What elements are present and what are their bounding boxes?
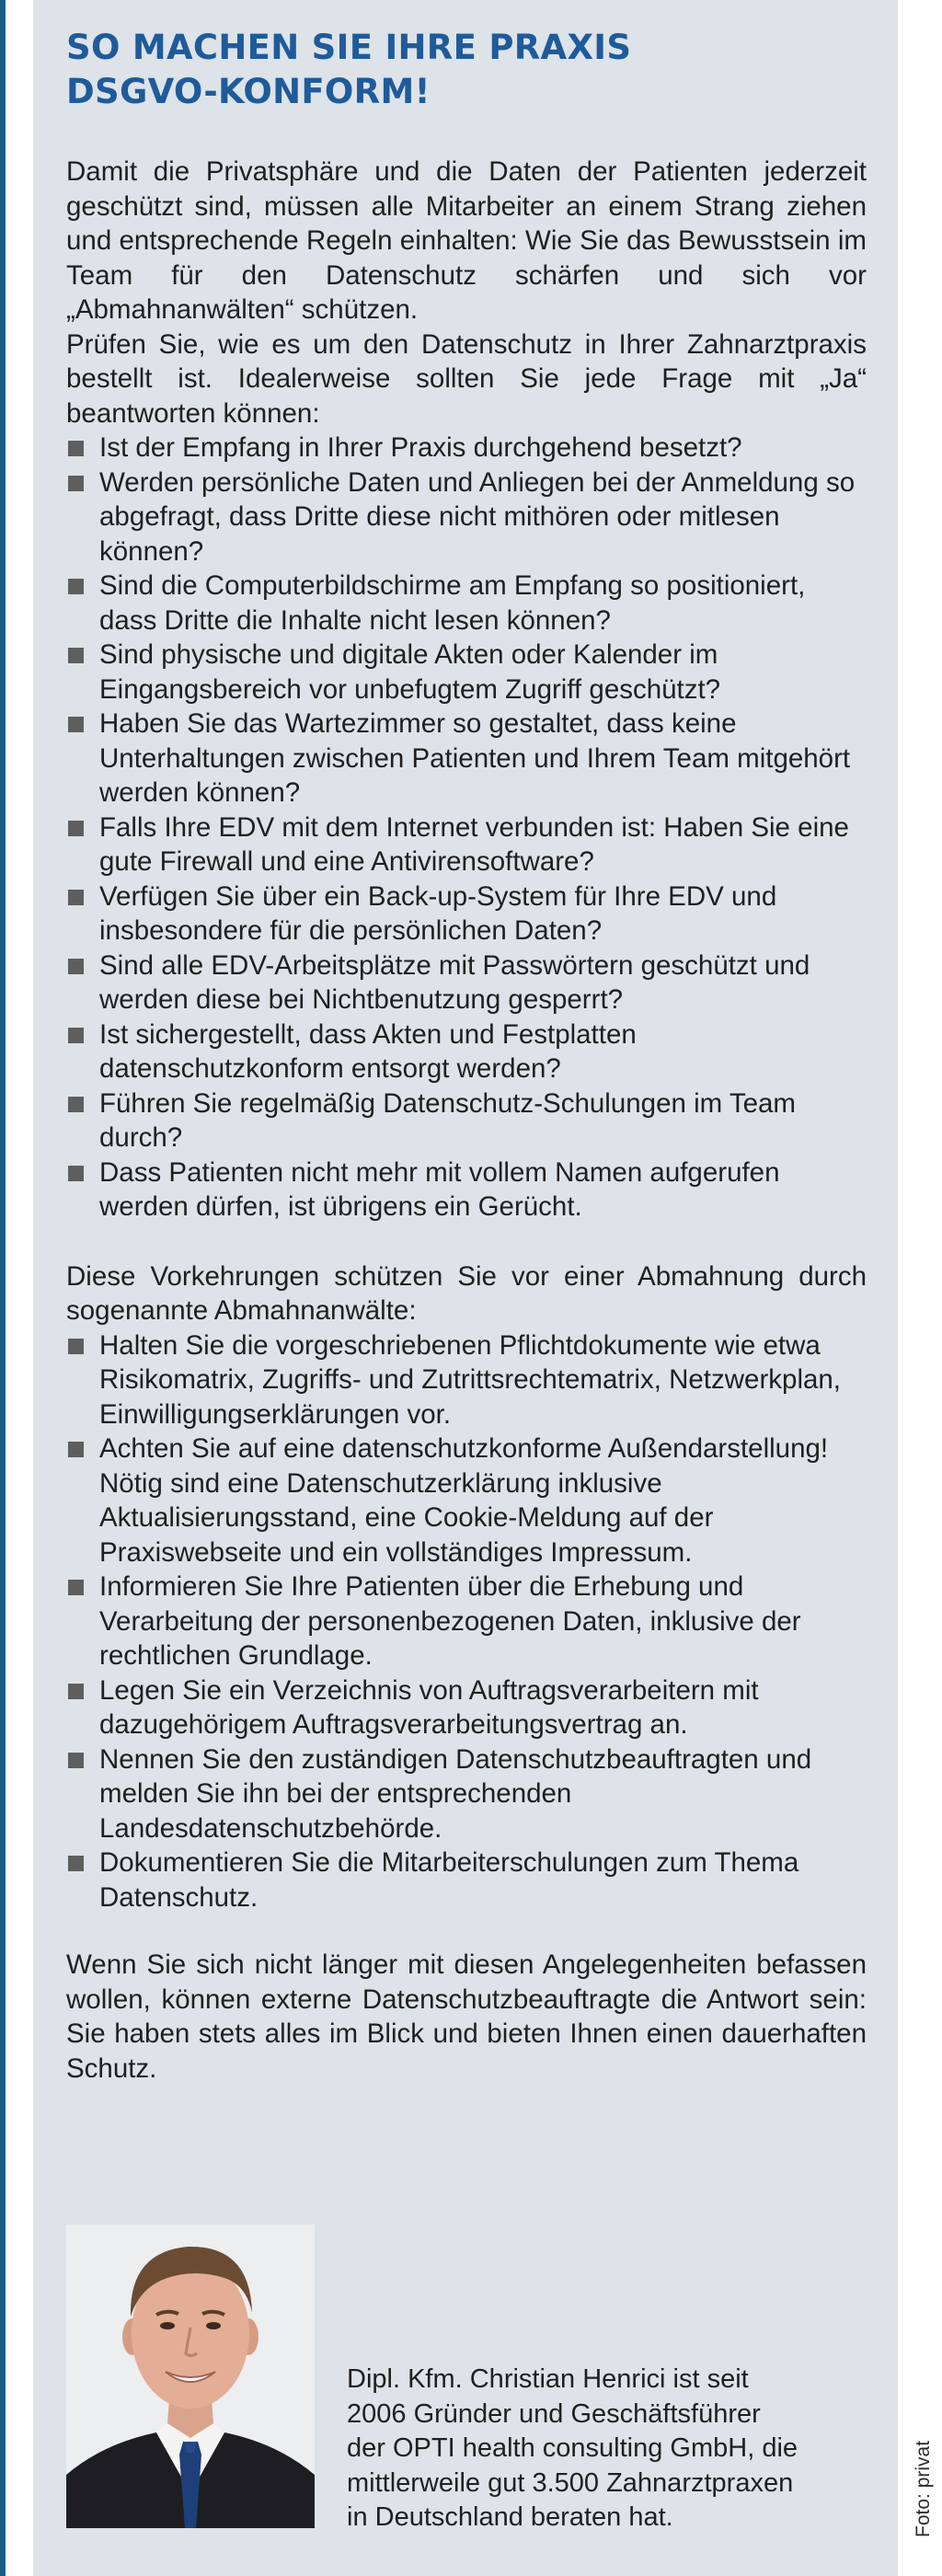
precautions-intro: Diese Vorkehrungen schützen Sie vor einer Abmahnung durch sogenannte Abmahnanwälte: (66, 1260, 867, 1326)
square-bullet-icon (68, 441, 84, 456)
square-bullet-icon (68, 1028, 84, 1043)
author-bio (347, 2363, 862, 2536)
square-bullet-icon (68, 1753, 84, 1768)
square-bullet-icon (68, 1097, 84, 1112)
box-title (66, 26, 867, 114)
square-bullet-icon (68, 1580, 84, 1595)
list-item: Achten Sie auf eine datenschutzkonforme Außendarstellung! Nötig sind eine Datenschutzerklärung inklusive Aktualisierungsstand, eine Cookie-Meldung auf der Praxiswebseite und ein vollständiges Impressum. (66, 1432, 867, 1570)
author-bio-line: 2006 Gründer und Geschäftsführer (347, 2398, 761, 2429)
square-bullet-icon (68, 890, 84, 905)
section-spacer (66, 1225, 867, 1259)
square-bullet-icon (68, 1856, 84, 1871)
author-bio-line: mittlerweile gut 3.500 Zahnarztpraxen (347, 2467, 794, 2498)
square-bullet-icon (68, 648, 84, 663)
list-item: Legen Sie ein Verzeichnis von Auftragsverarbeitern mit dazugehörigem Auftragsverarbeitungsvertrag an. (66, 1673, 867, 1742)
box-title-line: DSGVO-KONFORM! (66, 72, 431, 111)
author-bio-line: Dipl. Kfm. Christian Henrici ist seit (347, 2364, 749, 2394)
square-bullet-icon (68, 579, 84, 594)
square-bullet-icon (68, 959, 84, 974)
author-bio-line: der OPTI health consulting GmbH, die (347, 2433, 798, 2463)
author-photo (66, 2225, 315, 2528)
photo-credit: Foto: privat (913, 2440, 934, 2537)
square-bullet-icon (68, 1166, 84, 1181)
list-item: Halten Sie die vorgeschriebenen Pflichtdokumente wie etwa Risikomatrix, Zugriffs- und Zutrittsrechtematrix, Netzwerkplan, Einwilligungserklärungen vor. (66, 1328, 867, 1432)
list-item: Sind die Computerbildschirme am Empfang so positioniert, dass Dritte die Inhalte nicht lesen können? (66, 569, 867, 638)
section-spacer (66, 1915, 867, 1948)
info-box (33, 0, 898, 2576)
square-bullet-icon (68, 1442, 84, 1457)
list-item: Falls Ihre EDV mit dem Internet verbunden ist: Haben Sie eine gute Firewall und eine Antivirensoftware? (66, 811, 867, 880)
list-item: Informieren Sie Ihre Patienten über die Erhebung und Verarbeitung der personenbezogenen Daten, inklusive der rechtlichen Grundlage. (66, 1570, 867, 1673)
question-list (66, 431, 867, 1225)
square-bullet-icon (68, 1339, 84, 1354)
square-bullet-icon (68, 1684, 84, 1699)
list-item: Ist der Empfang in Ihrer Praxis durchgehend besetzt? (66, 431, 867, 466)
closing-paragraph: Wenn Sie sich nicht länger mit diesen Angelegenheiten befassen wollen, können externe Datenschutzbeauftragte die Antwort sein: Sie haben stets alles im Blick und bieten Ihnen einen dauerhaften Schutz. (66, 1949, 867, 2084)
list-item: Nennen Sie den zuständigen Datenschutzbeauftragten und melden Sie ihn bei der entsprechenden Landesdatenschutzbehörde. (66, 1742, 867, 1846)
square-bullet-icon (68, 717, 84, 732)
list-item: Sind physische und digitale Akten oder Kalender im Eingangsbereich vor unbefugtem Zugriff geschützt? (66, 638, 867, 707)
list-item: Sind alle EDV-Arbeitsplätze mit Passwörtern geschützt und werden diese bei Nichtbenutzung gesperrt? (66, 949, 867, 1018)
square-bullet-icon (68, 476, 84, 491)
list-item: Verfügen Sie über ein Back-up-System für Ihre EDV und insbesondere für die persönlichen Daten? (66, 880, 867, 949)
author-block (66, 2225, 867, 2532)
intro-question-lead: Prüfen Sie, wie es um den Datenschutz in Ihrer Zahnarztpraxis bestellt ist. Idealerweise sollten Sie jede Frage mit „Ja“ beantworten können: (66, 328, 867, 429)
box-title-line: SO MACHEN SIE IHRE PRAXIS (66, 28, 632, 67)
list-item: Dass Patienten nicht mehr mit vollem Namen aufgerufen werden dürfen, ist übrigens ein Gerücht. (66, 1156, 867, 1225)
left-accent-rule (0, 0, 6, 2576)
precaution-list (66, 1328, 867, 1915)
list-item: Ist sichergestellt, dass Akten und Festplatten datenschutzkonform entsorgt werden? (66, 1018, 867, 1087)
list-item: Haben Sie das Wartezimmer so gestaltet, dass keine Unterhaltungen zwischen Patienten und Ihrem Team mitgehört werden können? (66, 707, 867, 811)
author-portrait-icon (66, 2225, 315, 2528)
square-bullet-icon (68, 821, 84, 836)
author-bio-line: in Deutschland beraten hat. (347, 2502, 673, 2532)
intro-paragraph: Damit die Privatsphäre und die Daten der Patienten jederzeit geschützt sind, müssen alle Mitarbeiter an einem Strang ziehen und entsprechende Regeln einhalten: Wie Sie das Bewusstsein im Team für den Datenschutz schärfen und sich vor „Abmahnanwälten“ schützen. (66, 156, 867, 325)
list-item: Führen Sie regelmäßig Datenschutz-Schulungen im Team durch? (66, 1087, 867, 1156)
list-item: Werden persönliche Daten und Anliegen bei der Anmeldung so abgefragt, dass Dritte diese nicht mithören oder mitlesen können? (66, 466, 867, 569)
list-item: Dokumentieren Sie die Mitarbeiterschulungen zum Thema Datenschutz. (66, 1846, 867, 1915)
